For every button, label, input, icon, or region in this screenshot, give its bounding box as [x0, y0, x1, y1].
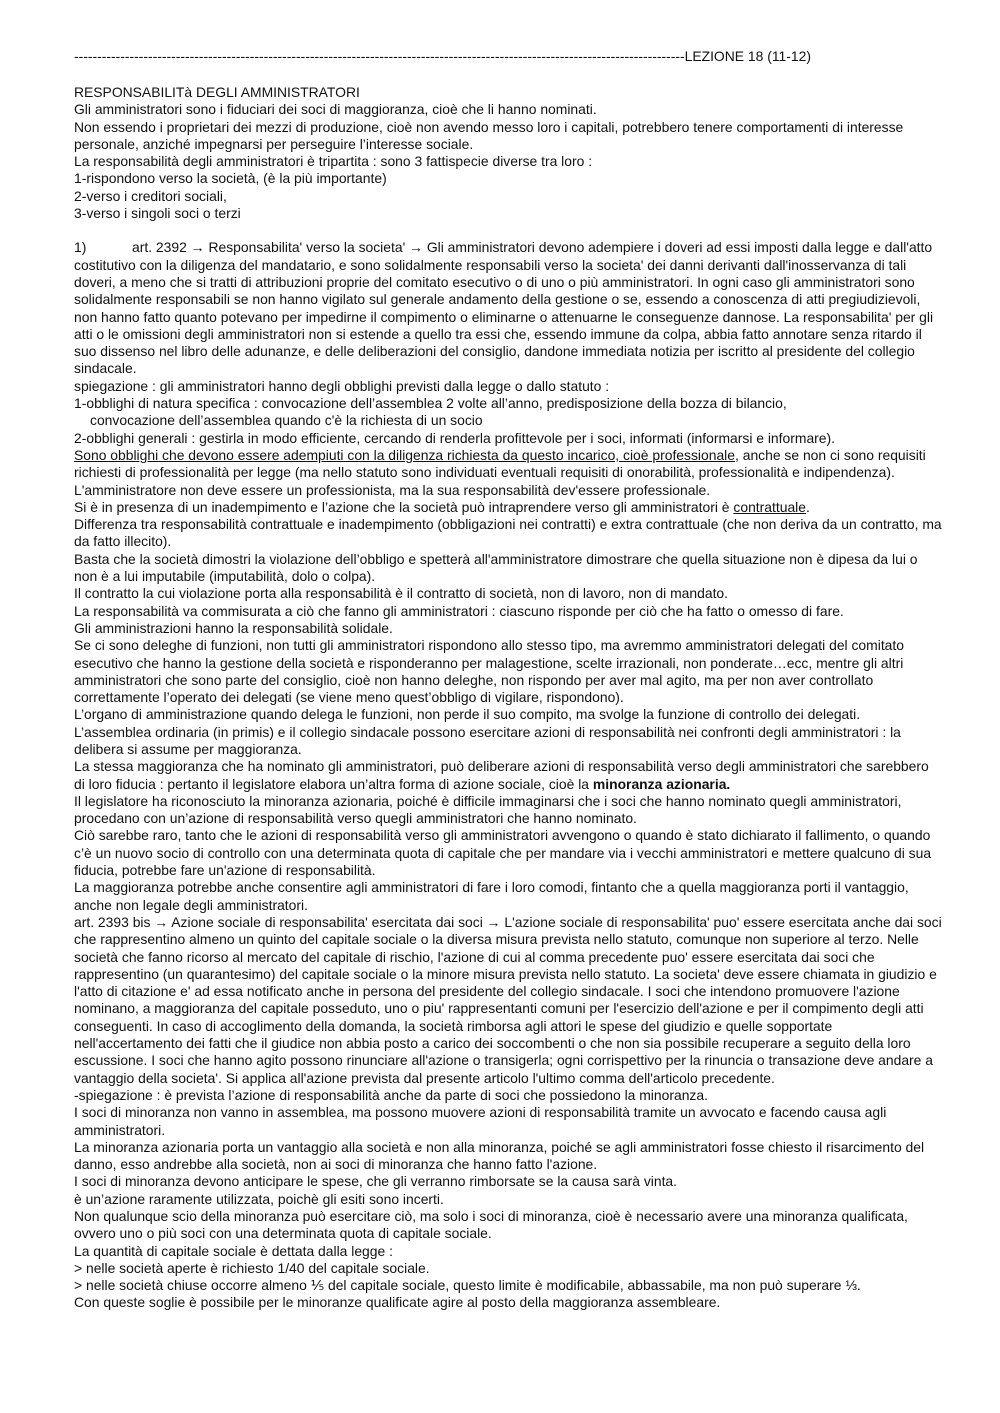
- intro-list-item: 3-verso i singoli soci o terzi: [74, 205, 241, 222]
- explanation-intro: spiegazione : gli amministratori hanno degli obblighi previsti dalla legge o dallo statuto :: [74, 377, 610, 394]
- breach-end: .: [806, 498, 810, 515]
- paragraph: La maggioranza potrebbe anche consentire agli amministratori di fare i loro comodi, fintanto che a quella maggioranza porti il vantaggio, anche non legale degli amministratori.: [74, 879, 909, 913]
- document-body: [74, 84, 942, 1312]
- paragraph: Differenza tra responsabilità contrattuale e inadempimento (obbligazioni nei contratti) e extra contrattuale (che non deriva da un contratto, ma da fatto illecito).: [74, 516, 942, 550]
- article-2392: [74, 239, 942, 377]
- list-item: > nelle società chiuse occorre almeno ⅕ del capitale sociale, questo limite è modificabile, abbassabile, ma non può superare ⅓.: [74, 1277, 861, 1294]
- breach-text: Si è in presenza di un inadempimento e l’azione che la società può intraprendere verso gli amministratori è: [74, 498, 734, 515]
- obligations-specific: 1-obblighi di natura specifica : convocazione dell’assemblea 2 volte all’anno, predisposizione della bozza di bilancio,: [74, 395, 787, 412]
- contractual-underlined: contrattuale: [733, 498, 806, 515]
- minority-text: La stessa maggioranza che ha nominato gli amministratori, può deliberare azioni di responsabilità verso degli amministratori che sarebbero di loro fiducia : pertanto il legislatore elabora un’altra forma di azione sociale, cioè la: [74, 758, 929, 792]
- lesson-header: ------------------------------------------------------------------------------------------------------------------------------------LEZIONE 18 (11-12): [74, 48, 811, 64]
- paragraph: Ciò sarebbe raro, tanto che le azioni di responsabilità verso gli amministratori avvengono o quando è stato dichiarato il fallimento, o quando c’è un nuovo socio di controllo con una determinata quota di capitale che per mandare via i vecchi amministratori e mettere qualcuno di sua fiducia, potrebbe fare un'azione di responsabilità.: [74, 827, 932, 879]
- list-item: > nelle società aperte è richiesto 1/40 del capitale sociale.: [74, 1259, 430, 1276]
- section-title: RESPONSABILITà DEGLI AMMINISTRATORI: [74, 84, 360, 100]
- article-number: 1): [74, 239, 87, 256]
- explanation-minority: -spiegazione : è prevista l’azione di responsabilità anche da parte di soci che possiedono la minoranza.: [74, 1086, 708, 1103]
- paragraph: Non qualunque scio della minoranza può esercitare ciò, ma solo i soci di minoranza, cioè è necessario avere una minoranza qualificata, ovvero uno o più soci con una determinata quota di capitale sociale.: [74, 1208, 908, 1242]
- intro-list-item: 1-rispondono verso la società, (è la più importante): [74, 170, 387, 187]
- paragraph: Con queste soglie è possibile per le minoranze qualificate agire al posto della maggioranza assembleare.: [74, 1294, 721, 1311]
- paragraph: La responsabilità va commisurata a ciò che fanno gli amministratori : ciascuno risponde per ciò che ha fatto o omesso di fare.: [74, 602, 844, 619]
- paragraph: Basta che la società dimostri la violazione dell’obbligo e spetterà all'amministratore dimostrare che quella situazione non è dipesa da lui o non è a lui imputabile (imputabilità, dolo o colpa).: [74, 550, 918, 585]
- paragraph: La quantità di capitale sociale è dettata dalla legge :: [74, 1242, 393, 1259]
- intro-paragraph: La responsabilità degli amministratori è tripartita : sono 3 fattispecie diverse tra loro :: [74, 153, 593, 170]
- diligence-paragraph: [74, 447, 942, 482]
- intro-paragraph: Non essendo i proprietari dei mezzi di produzione, cioè non avendo messo loro i capitali, potrebbero tenere comportamenti di interesse personale, anziché impegnarsi per perseguire l’interesse sociale.: [74, 118, 904, 152]
- paragraph: Gli amministrazioni hanno la responsabilità solidale.: [74, 619, 393, 636]
- paragraph: L’organo di amministrazione quando delega le funzioni, non perde il suo compito, ma svolge la funzione di controllo dei delegati.: [74, 706, 861, 723]
- obligations-general: 2-obblighi generali : gestirla in modo efficiente, cercando di renderla profittevole per i soci, informati (informarsi e informare).: [74, 429, 836, 446]
- paragraph: L'amministratore non deve essere un professionista, ma la sua responsabilità dev'essere professionale.: [74, 481, 711, 498]
- intro-paragraph: Gli amministratori sono i fiduciari dei soci di maggioranza, cioè che li hanno nominati.: [74, 101, 597, 118]
- intro-list-item: 2-verso i creditori sociali,: [74, 187, 227, 204]
- diligence-underlined: Sono obblighi che devono essere adempiuti con la diligenza richiesta da questo incarico, cioè professionale: [74, 446, 735, 463]
- minority-bold: minoranza azionaria.: [592, 775, 731, 792]
- paragraph: I soci di minoranza devono anticipare le spese, che gli verranno rimborsate se la causa sarà vinta.: [74, 1173, 678, 1190]
- article-2393-bis: art. 2393 bis → Azione sociale di responsabilita' esercitata dai soci → L'azione sociale di responsabilita' puo' essere esercitata anche dai soci che rappresentino almeno un quinto del capitale sociale o la diversa misura prevista nello statuto, comunque non superiore al terzo. Nelle società che fanno ricorso al mercato del capitale di rischio, l'azione di cui al comma precedente puo' essere esercitata dai soci che rappresentino (un quarantesimo) del capitale sociale o la minore misura prevista nello statuto. La societa' deve essere chiamata in giudizio e l'atto di citazione e' ad essa notificato anche in persona del presidente del collegio sindacale. I soci che intendono promuovere l'azione nominano, a maggioranza del capitale posseduto, uno o piu' rappresentanti comuni per l'esercizio dell'azione e per il compimento degli atti conseguenti. In caso di accoglimento della domanda, la società rimborsa agli attori le spese del giudizio e quelle sopportate nell'accertamento dei fatti che il giudice non abbia posto a carico dei soccombenti o che non sia possibile recuperare a seguito della loro escussione. I soci che hanno agito possono rinunciare all'azione o transigerla; ogni corrispettivo per la rinuncia o transazione deve andare a vantaggio della societa'. Si applica all'azione prevista dal presente articolo l'ultimo comma dell'articolo precedente.: [74, 913, 942, 1086]
- diligence-rest: , anche se non ci sono requisiti richiesti di professionalità per legge (ma nello statuto sono individuati eventuali requisiti di onorabilità, professionalità e indipendenza).: [74, 446, 926, 481]
- paragraph: Se ci sono deleghe di funzioni, non tutti gli amministratori rispondono allo stesso tipo, ma avremmo amministratori delegati del comitato esecutivo che hanno la gestione della società e risponderanno per malagestione, scelte irrazionali, non ponderate…ecc, mentre gli altri amministratori che sono parte del consiglio, cioè non hanno deleghe, non rispondo per aver mal agito, ma per non aver controllato correttamente l’operato dei delegati (se viene meno quest’obbligo di vigilare, rispondono).: [74, 637, 904, 706]
- obligations-specific-cont: convocazione dell’assemblea quando c'è la richiesta di un socio: [90, 412, 483, 429]
- minority-paragraph: [74, 758, 942, 793]
- breach-paragraph: [74, 499, 942, 516]
- paragraph: I soci di minoranza non vanno in assemblea, ma possono muovere azioni di responsabilità tramite un avvocato e facendo causa agli amministratori.: [74, 1104, 887, 1138]
- paragraph: L’assemblea ordinaria (in primis) e il collegio sindacale possono esercitare azioni di responsabilità nei confronti degli amministratori : la delibera si assume per maggioranza.: [74, 723, 901, 757]
- paragraph: Il legislatore ha riconosciuto la minoranza azionaria, poiché è difficile immaginarsi che i soci che hanno nominato quegli amministratori, procedano con un’azione di responsabilità verso quegli amministratori che hanno nominato.: [74, 792, 902, 827]
- paragraph: Il contratto la cui violazione porta alla responsabilità è il contratto di società, non di lavoro, non di mandato.: [74, 585, 729, 602]
- paragraph-gap: [74, 222, 942, 239]
- paragraph: La minoranza azionaria porta un vantaggio alla società e non alla minoranza, poiché se agli amministratori fosse chiesto il risarcimento del danno, esso andrebbe alla società, non ai soci di minoranza che hanno fatto l'azione.: [74, 1138, 925, 1173]
- paragraph: è un’azione raramente utilizzata, poichè gli esiti sono incerti.: [74, 1190, 444, 1207]
- article-2392-text: art. 2392 → Responsabilita' verso la societa' → Gli amministratori devono adempiere i doveri ad essi imposti dalla legge e dall'atto costitutivo con la diligenza del mandatario, e sono solidalmente responsabili verso la societa' dei danni derivanti dall'inosservanza di tali doveri, a meno che si tratti di attribuzioni proprie del comitato esecutivo o di uno o più amministratori. In ogni caso gli amministratori sono solidalmente responsabili se non hanno vigilato sul generale andamento della gestione o se, essendo a conoscenza di atti pregiudizievoli, non hanno fatto quanto potevano per impedirne il compimento o eliminarne o attenuarne le conseguenze dannose. La responsabilita' per gli atti o le omissioni degli amministratori non si estende a quello tra essi che, essendo immune da colpa, abbia fatto annotare senza ritardo il suo dissenso nel libro delle adunanze, e delle deliberazioni del consiglio, dandone immediata notizia per iscritto al presidente del collegio sindacale.: [74, 239, 934, 377]
